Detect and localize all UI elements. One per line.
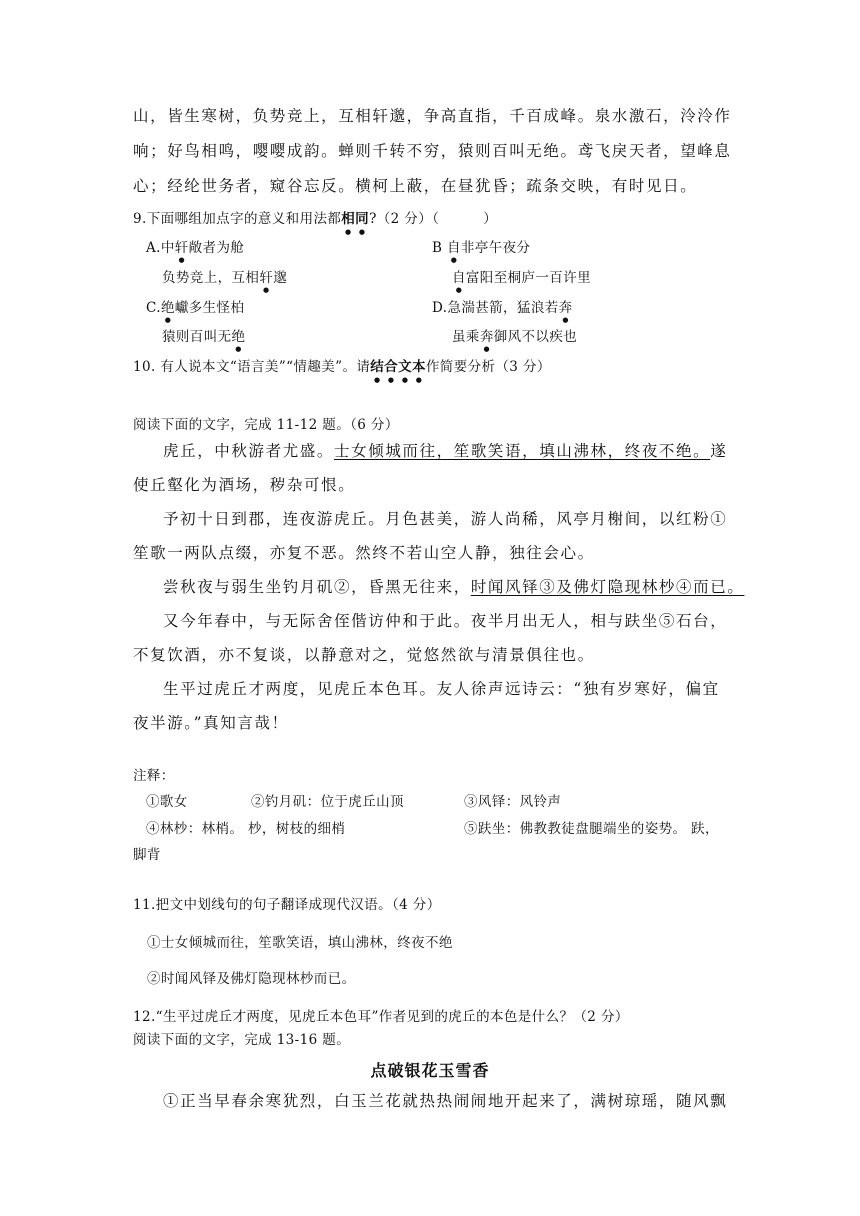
q9-option-b-1 [432, 236, 732, 264]
reading2-p4-line1: 又今年春中，与无际舍侄偕访仲和于此。夜半月出无人，相与趺坐⑤石台， [163, 612, 728, 630]
q9-c2-dotted: 绝 [231, 329, 246, 345]
reading3-intro: 阅读下面的文字，完成 13-16 题。 [133, 1032, 351, 1048]
q10-text-a: 10. 有人说本文“语言美”“情趣美”。请 [133, 359, 371, 375]
q9-c1-rest: 巘多生怪柏 [174, 300, 245, 316]
q9-stem-score: ?（2 分）（ [369, 211, 440, 227]
reading2-intro: 阅读下面的文字，完成 11-12 题。（6 分） [133, 417, 399, 433]
q9-b1-rest: 非亭午夜分 [460, 240, 531, 256]
note-1: ①歌女 [146, 794, 188, 810]
q9-stem-close: ） [483, 211, 498, 227]
reading3-title: 点破银花玉雪香 [370, 1061, 490, 1080]
reading2-p2-line1: 予初十日到郡，连夜游虎丘。月色甚美，游人尚稀，风亭月榭间，以红粉① [163, 510, 728, 528]
reading2-p5-line2: 夜半游。”真知言哉！ [133, 714, 289, 732]
q9-b2-rest: 富阳至桐庐一百许里 [465, 270, 592, 286]
q9-a2-pre: 负势竞上，互相 [162, 270, 260, 286]
note-5: ⑤趺坐：佛教教徒盘腿端坐的姿势。 趺， [464, 821, 719, 837]
reading2-p1-underlined: 士女倾城而往，笙歌笑语，填山沸林，终夜不绝。 [334, 442, 711, 460]
q9-a2-dotted: 轩 [259, 270, 274, 286]
q9-a1-rest: 敞者为舱 [188, 240, 245, 256]
reading2-p3-a: 尝秋夜与弱生坐钓月矶②，昏黑无往来， [163, 578, 471, 596]
q9-c1-dotted: 绝 [160, 300, 175, 316]
q9-d2-rest: 御风不以疾也 [493, 329, 578, 345]
note-3: ③风铎：风铃声 [464, 794, 562, 810]
passage-line-2: 响；好鸟相鸣，嘤嘤成韵。蝉则千转不穷，猿则百叫无绝。鸢飞戾天者，望峰息 [133, 142, 732, 160]
note-4: ④林杪：林梢。 杪，树枝的细梢 [146, 821, 346, 837]
q9-c-label: C. [146, 300, 161, 316]
q9-d2-pre: 虽乘 [452, 329, 480, 345]
q11-sentence-2: ②时闻风铎及佛灯隐现林杪而已。 [147, 971, 356, 987]
passage-line-1: 山，皆生寒树，负势竞上，互相轩邈，争高直指，千百成峰。泉水激石，泠泠作 [133, 107, 732, 125]
reading2-p3-line1 [163, 575, 745, 597]
reading2-p1-line2: 使丘壑化为酒场，秽杂可恨。 [133, 476, 356, 494]
q9-a2-rest: 邈 [273, 270, 288, 286]
q9-option-b-2 [452, 266, 732, 294]
note-5-continued: 脚背 [133, 847, 161, 863]
q11-stem: 11.把文中划线句的句子翻译成现代汉语。（4 分） [133, 897, 441, 913]
q9-a1-dotted: 轩 [174, 240, 189, 256]
q11-sentence-1: ①士女倾城而往，笙歌笑语，填山沸林，终夜不绝 [147, 935, 453, 951]
reading2-p2-line2: 笙歌一两队点缀，亦复不恶。然终不若山空人静，独往会心。 [133, 544, 595, 562]
q9-b-label: B [432, 240, 448, 256]
q10-text-b: 作简要分析（3 分） [425, 359, 551, 375]
q9-d-label: D.急湍甚箭，猛浪若 [432, 300, 559, 316]
q9-stem-emphasis: 相同 [341, 211, 370, 227]
passage-line-3: 心；经纶世务者，窥谷忘反。横柯上蔽，在昼犹昏；疏条交映，有时见日。 [133, 177, 698, 195]
notes-heading: 注释： [133, 768, 175, 784]
q9-option-c-2 [162, 325, 422, 353]
q9-d2-dotted: 奔 [479, 329, 494, 345]
q9-option-a-2 [162, 266, 422, 294]
q9-b1-dotted: 自 [447, 240, 461, 256]
q9-option-c-1 [146, 296, 426, 324]
reading2-p4-line2: 不复饮酒，亦不复谈，以静意对之，觉悠然欲与清景俱往也。 [133, 646, 595, 664]
q9-a-label: A.中 [146, 240, 175, 256]
q9-c2-pre: 猿则百叫无 [162, 329, 232, 345]
q12-stem: 12.“生平过虎丘才两度，见虎丘本色耳”作者见到的虎丘的本色是什么？（2 分） [133, 1009, 629, 1025]
q9-option-d-1 [432, 296, 732, 324]
q9-option-d-2 [452, 325, 732, 353]
q9-b2-dotted: 自 [452, 270, 466, 286]
q9-stem-text: 9.下面哪组加点字的意义和用法都 [133, 211, 342, 227]
q9-d1-dotted: 奔 [558, 300, 573, 316]
q10-stem [133, 355, 733, 384]
q10-emphasis: 结合文本 [370, 359, 426, 375]
reading2-p3-underlined: 时闻风铎③及佛灯隐现林杪④而已。 [470, 578, 745, 596]
reading2-p1-line1 [163, 439, 733, 461]
q9-option-a-1 [146, 236, 426, 264]
note-2: ②钓月矶：位于虎丘山顶 [251, 794, 404, 810]
reading2-p1-a: 虎丘，中秋游者尤盛。 [163, 442, 335, 460]
reading3-p1-line1: ①正当早春余寒犹烈，白玉兰花就热热闹闹地开起来了，满树琼瑶，随风飘 [163, 1092, 728, 1110]
reading2-p1-b: 遂 [710, 442, 728, 460]
reading2-p5-line1: 生平过虎丘才两度，见虎丘本色耳。友人徐声远诗云：“独有岁寒好，偏宜 [163, 680, 720, 698]
q9-stem [133, 207, 733, 236]
